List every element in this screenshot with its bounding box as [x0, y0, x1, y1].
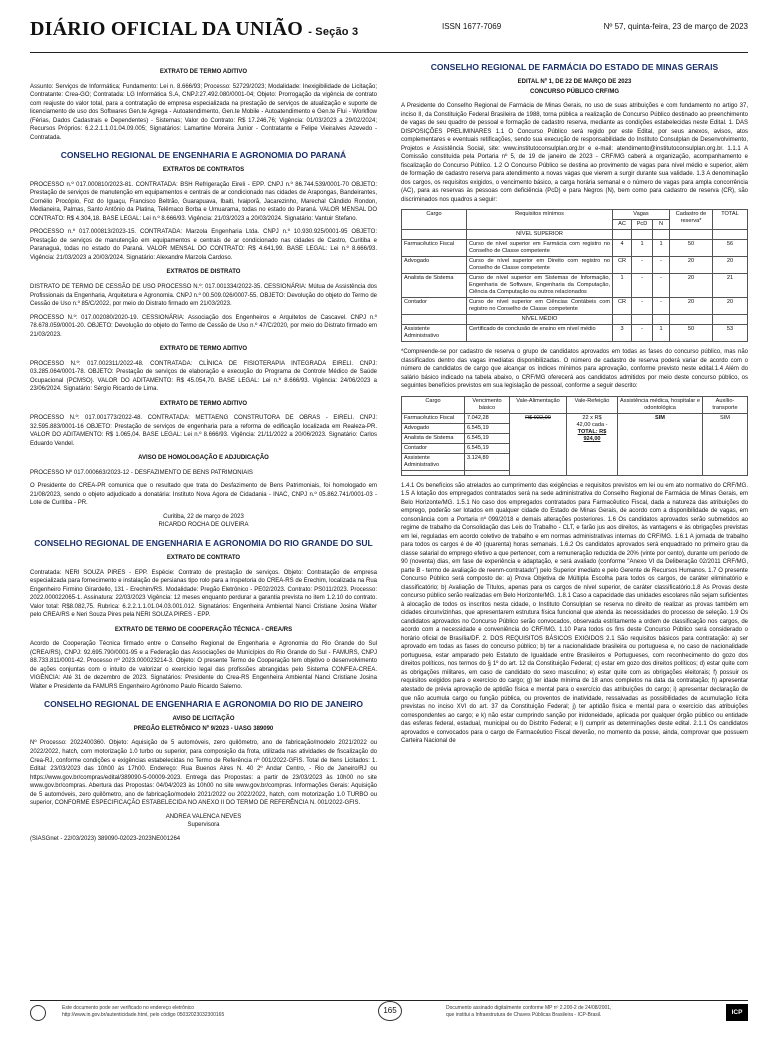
signatory-role: Supervisora — [187, 822, 220, 829]
cell: 3 — [613, 325, 632, 342]
paragraph: PROCESSO N.º: 017.002080/2020-19. CESSIONÁRIA: Associação dos Engenheiros e Arquitetos de Cascavel. CNPJ n.º 78.678.059/0001-20. OBJETO: Devolução do objeto do Termo de Cessão de Uso n.º 47/C/2020, por meio do Distrato firmado em 21/03/2023. — [30, 314, 377, 338]
col-header: Vagas — [613, 210, 670, 220]
cell: Advogado — [402, 423, 465, 433]
col-header: Cadastro de reserva* — [670, 210, 713, 230]
vale-alimentacao-value: R$ 922,00 — [525, 414, 551, 421]
cell: Contador — [402, 443, 465, 453]
paragraph: PROCESSO Nº 017.000663/2023-12 - DESFAZIMENTO DE BENS PATRIMONIAIS — [30, 469, 253, 476]
section-heading: PREGÃO ELETRÔNICO Nº 9/2023 - UASG 389090 — [133, 725, 274, 732]
right-column — [401, 62, 748, 751]
cell: - — [653, 257, 670, 274]
cell: Advogado — [402, 257, 467, 274]
cell: SIM — [618, 413, 703, 475]
vale-ref-line: 924,00 — [583, 435, 601, 442]
cell: - — [632, 257, 653, 274]
signatory: RICARDO ROCHA DE OLIVEIRA — [158, 522, 249, 529]
cell: Assistente Administrativo — [402, 325, 467, 342]
paragraph: Assunto: Serviços de Informática; Fundamento: Lei n. 8.666/93; Processo: 52729/2023; Modalidade: Inexigibilidade de Licitação; Contratante: Crea-GO; Contratada: LG Informática S.A, CNPJ:27.492.080/0001-04; Objeto: Prorrogação da vigência de contrato com reajuste do valor total, para a contratação de empresa especializada na prestação de serviços de atualização e suporte de licenciamento de uso dos Softwares Gen.te Agrega - Autoatendimento, Gen.te Mobile - Autoatendimento e Gen.te Flui - Workflow (Férias, Dados Cadastrais e Dependentes) - Sistemas; Valor do Contrato: R$ 17.246,76; Vigência: 01/03/2023 a 29/02/2024; Recursos Próprios: 6.2.2.1.1.01.04.09.005; Signatários: Lamartine Moreira Junior - Contratante e Felipe Vieiralves Azevedo - Contratada. — [30, 83, 377, 141]
vale-ref-line: 42,00 cada - — [576, 421, 608, 428]
cell: - — [653, 274, 670, 298]
cell: CR — [613, 257, 632, 274]
cell: Curso de nível superior em Sistemas de Informação, Engenharia de Software, Engenharia da Computação, Ciência da Computação ou outros relacionados — [467, 274, 613, 298]
page-footer — [30, 1000, 748, 1033]
section-heading: AVISO DE LICITAÇÃO — [172, 716, 235, 723]
signature-note — [446, 1005, 716, 1018]
masthead — [30, 12, 748, 53]
section-heading: EXTRATO DE TERMO DE COOPERAÇÃO TÉCNICA - CREA/RS — [114, 626, 293, 633]
cell: 3.124,89 — [465, 453, 510, 470]
cell — [567, 413, 618, 475]
cell: Farmacêutico Fiscal — [402, 240, 467, 257]
table-row — [402, 413, 748, 423]
col-header: AC — [613, 220, 632, 230]
section-heading: CONCURSO PÚBLICO CRF/MG — [530, 88, 619, 95]
cell: - — [653, 298, 670, 315]
paragraph: PROCESSO n.º 017.000813/2023-15. CONTRATADA: Marzola Engenharia Ltda. CNPJ n.º 10.930.925/0001-95 OBJETO: Prestação de serviços de manutenção em equipamentos e centrais de ar condicionado nas cidades de Castro, Curitiba e Paranaguá, todas no estado do Paraná. VALOR MENSAL DO CONTRATO: R$ 4.641,99. BASE LEGAL: Lei n.º 8.666/93. Vigência: 21/03/2023 a 20/03/2024. Signatário: Alexandre Marzola Cardoso. — [30, 229, 377, 261]
section-heading: EDITAL Nº 1, DE 22 DE MARÇO DE 2023 — [517, 79, 632, 86]
cell: 56 — [713, 240, 748, 257]
paragraph: DISTRATO DE TERMO DE CESSÃO DE USO PROCESSO N.º: 017.001334/2022-35. CESSIONÁRIA: Mútua de Assistência dos Profissionais da Engenharia, Arquitetura e Agronomia. CNPJ n.º 00.509.026/0007-55. OBJETO: Devolução do objeto do Termo de Cessão de Uso n.º 85/C/2022, por meio do Distrato firmado em 21/03/2023. — [30, 283, 377, 308]
paragraph: Acordo de Cooperação Técnica firmado entre o Conselho Regional de Engenharia e Agronomia do Rio Grande do Sul (CREA/RS), CNPJ: 92.695.790/0001-95 e a Federação das Associações de Municípios do Rio Grande do Sul - FAMURS, CNPJ 88.733.811/0001-42. Processo nº 2023.000023214-3. Objeto: O presente Termo de Cooperação tem objetivo o desenvolvimento de ações conjuntas com o intuito de valorizar o exercício legal das profissões abrangidas pelo Sistema CONFEA-CREA. VIGÊNCIA: Até 31 de dezembro de 2023. Signatários: Presidente do Crea-RS Engenheira Ambiental Nanci Cristiane Josina Walter e Presidente da FAMURS Engenheiro Agrônomo Paulo Ricardo Salerno. — [30, 641, 377, 690]
cell: 20 — [670, 298, 713, 315]
cell: 6.545,19 — [465, 443, 510, 453]
benefits-table — [401, 396, 748, 476]
col-header: Vale-Refeição — [567, 396, 618, 413]
footer-line: que institui a Infraestrutura de Chaves Públicas Brasileira - ICP-Brasil. — [446, 1011, 602, 1018]
table-row — [402, 257, 748, 274]
cell: 1 — [632, 240, 653, 257]
section-heading: EXTRATO DE TERMO ADITIVO — [159, 346, 248, 353]
newspaper-title: DIÁRIO OFICIAL DA UNIÃO - Seção 3 — [30, 18, 359, 40]
cell: 50 — [670, 240, 713, 257]
org-heading-rs: CONSELHO REGIONAL DE ENGENHARIA E AGRONOMIA DO RIO GRANDE DO SUL — [34, 537, 373, 548]
paragraph: PROCESSO N.º: 017.002311/2022-48. CONTRATADA: CLÍNICA DE FISIOTERAPIA INTEGRADA EIRELI. CNPJ: 03.285.064/0001-78. OBJETO: Prestação de serviços de elaboração e execução do Programa de Controle Médico de Saúde Ocupacional (PCMSO). VALOR DO ADITAMENTO: R$ 45.054,70. BASE LEGAL: Lei n.º 8.666/93. Vigência: 24/06/2023 a 23/06/2024. Signatário: Sérgio Ricardo de Lima. — [30, 360, 377, 393]
vacancies-table — [401, 209, 748, 342]
section-heading: EXTRATOS DE CONTRATOS — [162, 167, 245, 174]
footer-line: http://www.in.gov.br/autenticidade.html, pelo código 05032023032300165 — [62, 1011, 225, 1018]
table-row — [402, 298, 748, 315]
verification-note — [62, 1005, 342, 1018]
col-header: Vencimento básico — [465, 396, 510, 413]
org-heading-parana: CONSELHO REGIONAL DE ENGENHARIA E AGRONOMIA DO PARANÁ — [60, 150, 347, 161]
cell: 7.042,28 — [465, 413, 510, 423]
level-label: NÍVEL MÉDIO — [467, 315, 613, 325]
section-heading: AVISO DE HOMOLOGAÇÃO E ADJUDICAÇÃO — [138, 455, 269, 462]
cell: - — [632, 274, 653, 298]
cell: Contador — [402, 298, 467, 315]
level-label: NÍVEL SUPERIOR — [467, 230, 613, 240]
col-header: N — [653, 220, 670, 230]
paragraph: O Presidente do CREA-PR comunica que o resultado que trata do Desfazimento de Bens Patrimoniais, foi homologado em 21/08/2023, sendo o objeto adjudicado a donatária: Instituto Nova Agora de Cidadania - INAC, CNPJ n.º 05.862.741/0001-03 - Lote de Curitiba - PR. — [30, 483, 377, 507]
section-label: - Seção 3 — [308, 26, 359, 38]
col-header: Requisitos mínimos — [467, 210, 613, 230]
paragraph: Contratada: NERI SOUZA PIRES - EPP. Espécie: Contrato de prestação de serviços. Objeto: Contratação de empresa especializada para fornecimento e instalação de persianas tipo rolo para a Inspetoria do CREA-RS de Erechim, localizada na Rua Engenheiro Firmino Girardello, 131 - Erechim/RS. Modalidade: Pregão Eletrônico - PE02/2023. Contrato: PS011/2023. Processo: 2022.000022065-1. Assinatura: 22/03/2023 Vigência: 12 meses enquanto perdurar a garantia prevista no item 1.2.10 do contrato. Valor total: R$8.082,75. Rubrica: 6.2.2.1.1.01.04.03.001.012. Signatários: Engenheira Ambiental Nanci Cristiane Josina Walter pelo CREA/RS e Neri Souza Pires pela NERI SOUZA PIRES - EPP. — [30, 569, 377, 619]
siasg-note: (SIASGnet - 22/03/2023) 389090-02023-2023NE001264 — [30, 835, 181, 842]
left-column — [30, 62, 377, 848]
cell: CR — [613, 298, 632, 315]
footer-line: Este documento pode ser verificado no endereço eletrônico — [62, 1005, 195, 1011]
footer-line: Documento assinado digitalmente conforme MP nº 2.200-2 de 24/08/2001, — [446, 1005, 612, 1011]
coat-of-arms-icon — [30, 1005, 46, 1021]
cell: 4 — [613, 240, 632, 257]
icp-brasil-logo: ICP Brasil — [726, 1004, 748, 1021]
org-heading-rj: CONSELHO REGIONAL DE ENGENHARIA E AGRONOMIA DO RIO DE JANEIRO — [43, 699, 364, 710]
cell: - — [632, 325, 653, 342]
cell: 20 — [670, 274, 713, 298]
cell: 6.545,19 — [465, 433, 510, 443]
cell: 20 — [670, 257, 713, 274]
cell: SIM — [703, 413, 748, 475]
section-heading: EXTRATOS DE DISTRATO — [166, 269, 241, 276]
cell: Assistente Administrativo — [402, 453, 465, 470]
cell: Certificado de conclusão de ensino em nível médio — [467, 325, 613, 342]
section-heading: EXTRATO DE CONTRATO — [166, 555, 241, 562]
cell: 50 — [670, 325, 713, 342]
cell: 6.545,19 — [465, 423, 510, 433]
vale-ref-line: 22 x R$ — [582, 414, 602, 421]
col-header: PcD — [632, 220, 653, 230]
page-number: 165 — [378, 1001, 402, 1021]
paragraph: 1.4.1 Os benefícios são atrelados ao cumprimento das exigências e requisitos previstos em lei ou em ato normativo do CRF/MG. 1.5 A lotação dos empregados contratados será na sede administrativa do Conselho Regional de Farmácia de Minas Gerais, em Belo Horizonte/MG. 1.5.1 No caso dos empregados contratados para Farmacêutico Fiscal, dada a natureza das atribuições do emprego, poderão ser lotados em qualquer cidade do Estado de Minas Gerais, de acordo com a disponibilidade de vagas, em consonância com a Portaria nº 099/2018 e demais alterações posteriores. 1.6 Os candidatos aprovados serão submetidos ao regime de trabalho da Consolidação das Leis do Trabalho - CLT, e farão jus aos direitos, às vantagens e às obrigações previstas em lei, reguladas em acordo coletivo de trabalho e em normas administrativas internas do CRF/MG. 1.6.1 A jornada de trabalho para todos os cargos é de 40 (quarenta) horas semanais. 1.6.2 Os candidatos aprovados será enquadrado no primeiro grau da classe salarial do emprego efetivo a que pertencer, com a remuneração reduzida de 20% (vinte por cento), durante um período de 90 (noventa) dias, em fase de experiência e adaptação, e será avaliado (conforme "Anexo VI da Deliberação 02/2011 CRF/MG, parte B - termo de avaliação de reenm-contratado") pelo Superior imediato e pelo Gerente de Recursos Humanos. 1.7 O presente Concurso Público será composto de: a) Prova Objetiva de Múltipla Escolha para todos os cargos, de caráter eliminatório e classificatório; b) Avaliação de Títulos, apenas para os cargos de nível superior, de caráter classificatório.1.8 As Provas deste concurso público serão realizadas em Belo Horizonte/MG. 1.8.1 Caso a capacidade das unidades escolares não sejam suficientes à alocação de todos os inscritos nesta cidade, o Instituto Consulplan se reserva no direito de realizar as provas também em cidades circunvizinhas, que apresentarem estrutura física funcional que atenda às necessidades do processo de seleção. 1.9 Os candidatos aprovados no Concurso Público serão convocados, observada estritamente a ordem de classificação nos cargos, de acordo com a necessidade e conveniência do CRF/MG. 1.10 Para todos os fins deste Concurso Público será considerado o horário oficial de Brasília/DF. 2. DOS REQUISITOS BÁSICOS EXIGIDOS 2.1 São requisitos básicos para contratação: a) ser aprovado em todas as fases do concurso público; b) ter a nacionalidade brasileira ou portuguesa e, no caso de nacionalidade portuguesa, estar amparado pelo Estatuto de Igualdade entre Brasileiros e Portugueses, com reconhecimento do gozo dos direitos políticos, nos termos do § 1º do art. 12 da Constituição Federal; c) estar em gozo dos direitos políticos; d) estar quite com as obrigações militares, em caso de candidato do sexo masculino; e) estar quite com as obrigações eleitorais; f) possuir os requisitos exigidos para o exercício do cargo; g) ter idade mínima de 18 anos completos na data da contratação; h) apresentar atestado de prévia aprovação de aptidão física e mental para o exercício das atribuições do cargo; i) apresentar declaração de que não acumula cargo ou função pública, ou proventos de inatividade, ressalvadas as possibilidades de acumulação lícita previstas no inciso XVI do art. 37 da Constituição Federal; j) ter aptidão física e mental para o exercício das atribuições correspondentes ao cargo; e k) não estar cumprindo sanção por inidoneidade, aplicada por qualquer órgão público ou entidade das esferas federal, estadual, municipal ou do Distrito Federal; e l) cumprir as determinações deste edital. 2.1.1 Os candidatos aprovados e convocados para o cargo de Farmacêutico Fiscal deverão, no momento da posse, ainda, comprovar que possuem Carteira Nacional de — [401, 482, 748, 745]
cell: Analista de Sistema — [402, 433, 465, 443]
cell — [510, 413, 567, 475]
cell: Curso de nível superior em Direito com registro no Conselho de Classe competente — [467, 257, 613, 274]
paragraph: PROCESSO n.º 017.000810/2023-81. CONTRATADA: BSH Refrigeração Eireli - EPP. CNPJ n.º 86.744.539/0001-70 OBJETO: Prestação de serviços de manutenção em equipamentos e centrais de ar condicionado nas cidades de Arapongas, Bandeirantes, Cornélio Procópio, Foz do Iguaçu, Francisco Beltrão, Guarapuava, Ibaiti, Ivaiporã, Jacarezinho, Marechal Cândido Rondon, Medianeira, Palmas, Santo Antônio da Platina, Telêmaco Borba e Umuarama, todas no estado do Paraná. VALOR MENSAL DO CONTRATO: R$ 4.304,18. BASE LEGAL: Lei n.º 8.666/93. Vigência: 21/03/2023 a 20/03/2024. Signatário: Vantuir Stefano. — [30, 181, 377, 222]
place-date: Curitiba, 22 de março de 2023 — [163, 513, 244, 520]
cell: Farmacêutico Fiscal — [402, 413, 465, 423]
issn: ISSN 1677-7069 — [442, 22, 502, 31]
cell: Curso de nível superior em Ciências Contábeis com registro no Conselho de Classe competente — [467, 298, 613, 315]
cell: 20 — [713, 298, 748, 315]
paragraph: Nº Processo: 2022400360. Objeto: Aquisição de 5 automóveis, zero quilômetro, ano de fabricação/modelo 2021/2022 ou 2022/2022, hatch, com motorização 1.0 turbo ou superior, para composição da frota, utilizada nas atividades de fiscalização do Crea-RJ, conforme condições e exigências estabelecidas no Termo de Referência nº 001/2022-GFIS. Total de Itens Licitados: 1. Edital: 23/03/2023 das 10h00 às 17h00. Endereço: Rua Buenos Aires N. 40 2º Andar Centro, - Rio de Janeiro/RJ ou https://www.gov.br/compras/edital/389090-5-00009-2023. Entrega das Propostas: a partir de 23/03/2023 às 10h00 no site www.gov.br/compras. Abertura das Propostas: 04/04/2023 às 10h00 no site www.gov.br/compras. Informações Gerais: Aquisição de 5 automóveis, zero quilômetro, ano de fabricação/modelo 2021/2022 ou 2022/2022, hatch, com motorização 1.0 TURBO ou superior, CONFORME ESPECIFICAÇÃO ESTABELECIDA NO ANEXO II DO TERMO DE REFERÊNCIA N. 001/2022-GFIS. — [30, 740, 377, 807]
table-row — [402, 240, 748, 257]
section-heading: EXTRATO DE TERMO ADITIVO — [159, 400, 248, 407]
col-header: Cargo — [402, 396, 465, 413]
table-row — [402, 325, 748, 342]
col-header: Cargo — [402, 210, 467, 230]
paragraph: *Compreende-se por cadastro de reserva o grupo de candidatos aprovados em todas as fases do concurso público, mas não classificados dentro das vagas imediatas disponibilizadas. O número de cadastro de reserva poderá variar de acordo com o número de candidatos de cargo que alcançar os índices mínimos para aprovação, conforme previsto neste edital.1.4 Além do salário básico indicado na tabela abaixo, o CRF/MG oferecerá aos candidatos admitidos por meio deste concurso público, os seguintes benefícios previstos em sua legislação de pessoal, conforme a seguir descrito: — [401, 349, 748, 390]
paragraph: PROCESSO N.º: 017.001773/2022-48. CONTRATADA: METTAENG CONSTRUTORA DE OBRAS - EIRELI. CNPJ: 32.595.883/0001-16 OBJETO: Prestação de serviços de engenharia para a reforma de edificação localizada em Realeza-PR. VALOR DO ADITAMENTO: R$ 1.065,04. BASE LEGAL: Lei n.º 8.666/93. Vigência: 21/11/2022 a 20/06/2023. Signatário: Carlos Eduardo Vendel. — [30, 415, 377, 447]
col-header: Vale-Alimentação — [510, 396, 567, 413]
cell: 20 — [713, 257, 748, 274]
section-heading: EXTRATO DE TERMO ADITIVO — [159, 69, 248, 75]
cell: 1 — [613, 274, 632, 298]
table-row — [402, 274, 748, 298]
cell: 1 — [653, 240, 670, 257]
cell: 21 — [713, 274, 748, 298]
col-header: Assistência médica, hospitalar e odontológica — [618, 396, 703, 413]
issue-date: Nº 57, quinta-feira, 23 de março de 2023 — [603, 22, 748, 31]
cell: Analista de Sistema — [402, 274, 467, 298]
cell: 53 — [713, 325, 748, 342]
cell: - — [632, 298, 653, 315]
cell: 1 — [653, 325, 670, 342]
cell: Curso de nível superior em Farmácia com registro no Conselho de Classe competente — [467, 240, 613, 257]
signatory: ANDREA VALENCA NEVES — [165, 813, 242, 820]
org-heading-mg: CONSELHO REGIONAL DE FARMÁCIA DO ESTADO DE MINAS GERAIS — [430, 62, 719, 72]
vale-ref-line: TOTAL: R$ — [577, 428, 607, 435]
paragraph: A Presidente do Conselho Regional de Farmácia de Minas Gerais, no uso de suas atribuições e com fundamento no artigo 37, inciso II, da Constituição Federal Brasileira de 1988, torna pública a realização de Concurso Público destinado ao preenchimento de vagas de seu quadro de pessoal e formação de cadastro reserva, mediante as condições estabelecidas neste Edital. 1. DAS DISPOSIÇÕES PRELIMINARES 1.1 O Concurso Público será regido por este Edital, por seus anexos, avisos, atos complementares e eventuais retificações, sendo sua execução de responsabilidade do Instituto Consulplan de Desenvolvimento, Projetos e Assistência Social, site: www.institutoconsulplan.org.br e e-mail: atendimento@institutoconsulplan.org.br. 1.1.1 A Comissão constituída pela Portaria nº 5, de 19 de janeiro de 2023 - CRF/MG caberá a organização, acompanhamento e fiscalização do Concurso Público. 1.2 O Concurso Público se destina ao provimento de vagas para nível médio e superior, além de formação de cadastro reserva para atendimento a novas vagas que vierem a surgir durante sua validade. 1.3 A denominação dos cargos, os requisitos exigidos, o vencimento básico, a carga horária semanal e o número de vagas para ampla concorrência (AC), para as reservas às pessoas com deficiência (PcD) e para Negros (N), bem como para cadastro de reserva (CR), são discriminados nos quadros a seguir: — [401, 103, 748, 203]
col-header: Auxílio-transporte — [703, 396, 748, 413]
col-header: TOTAL — [713, 210, 748, 230]
